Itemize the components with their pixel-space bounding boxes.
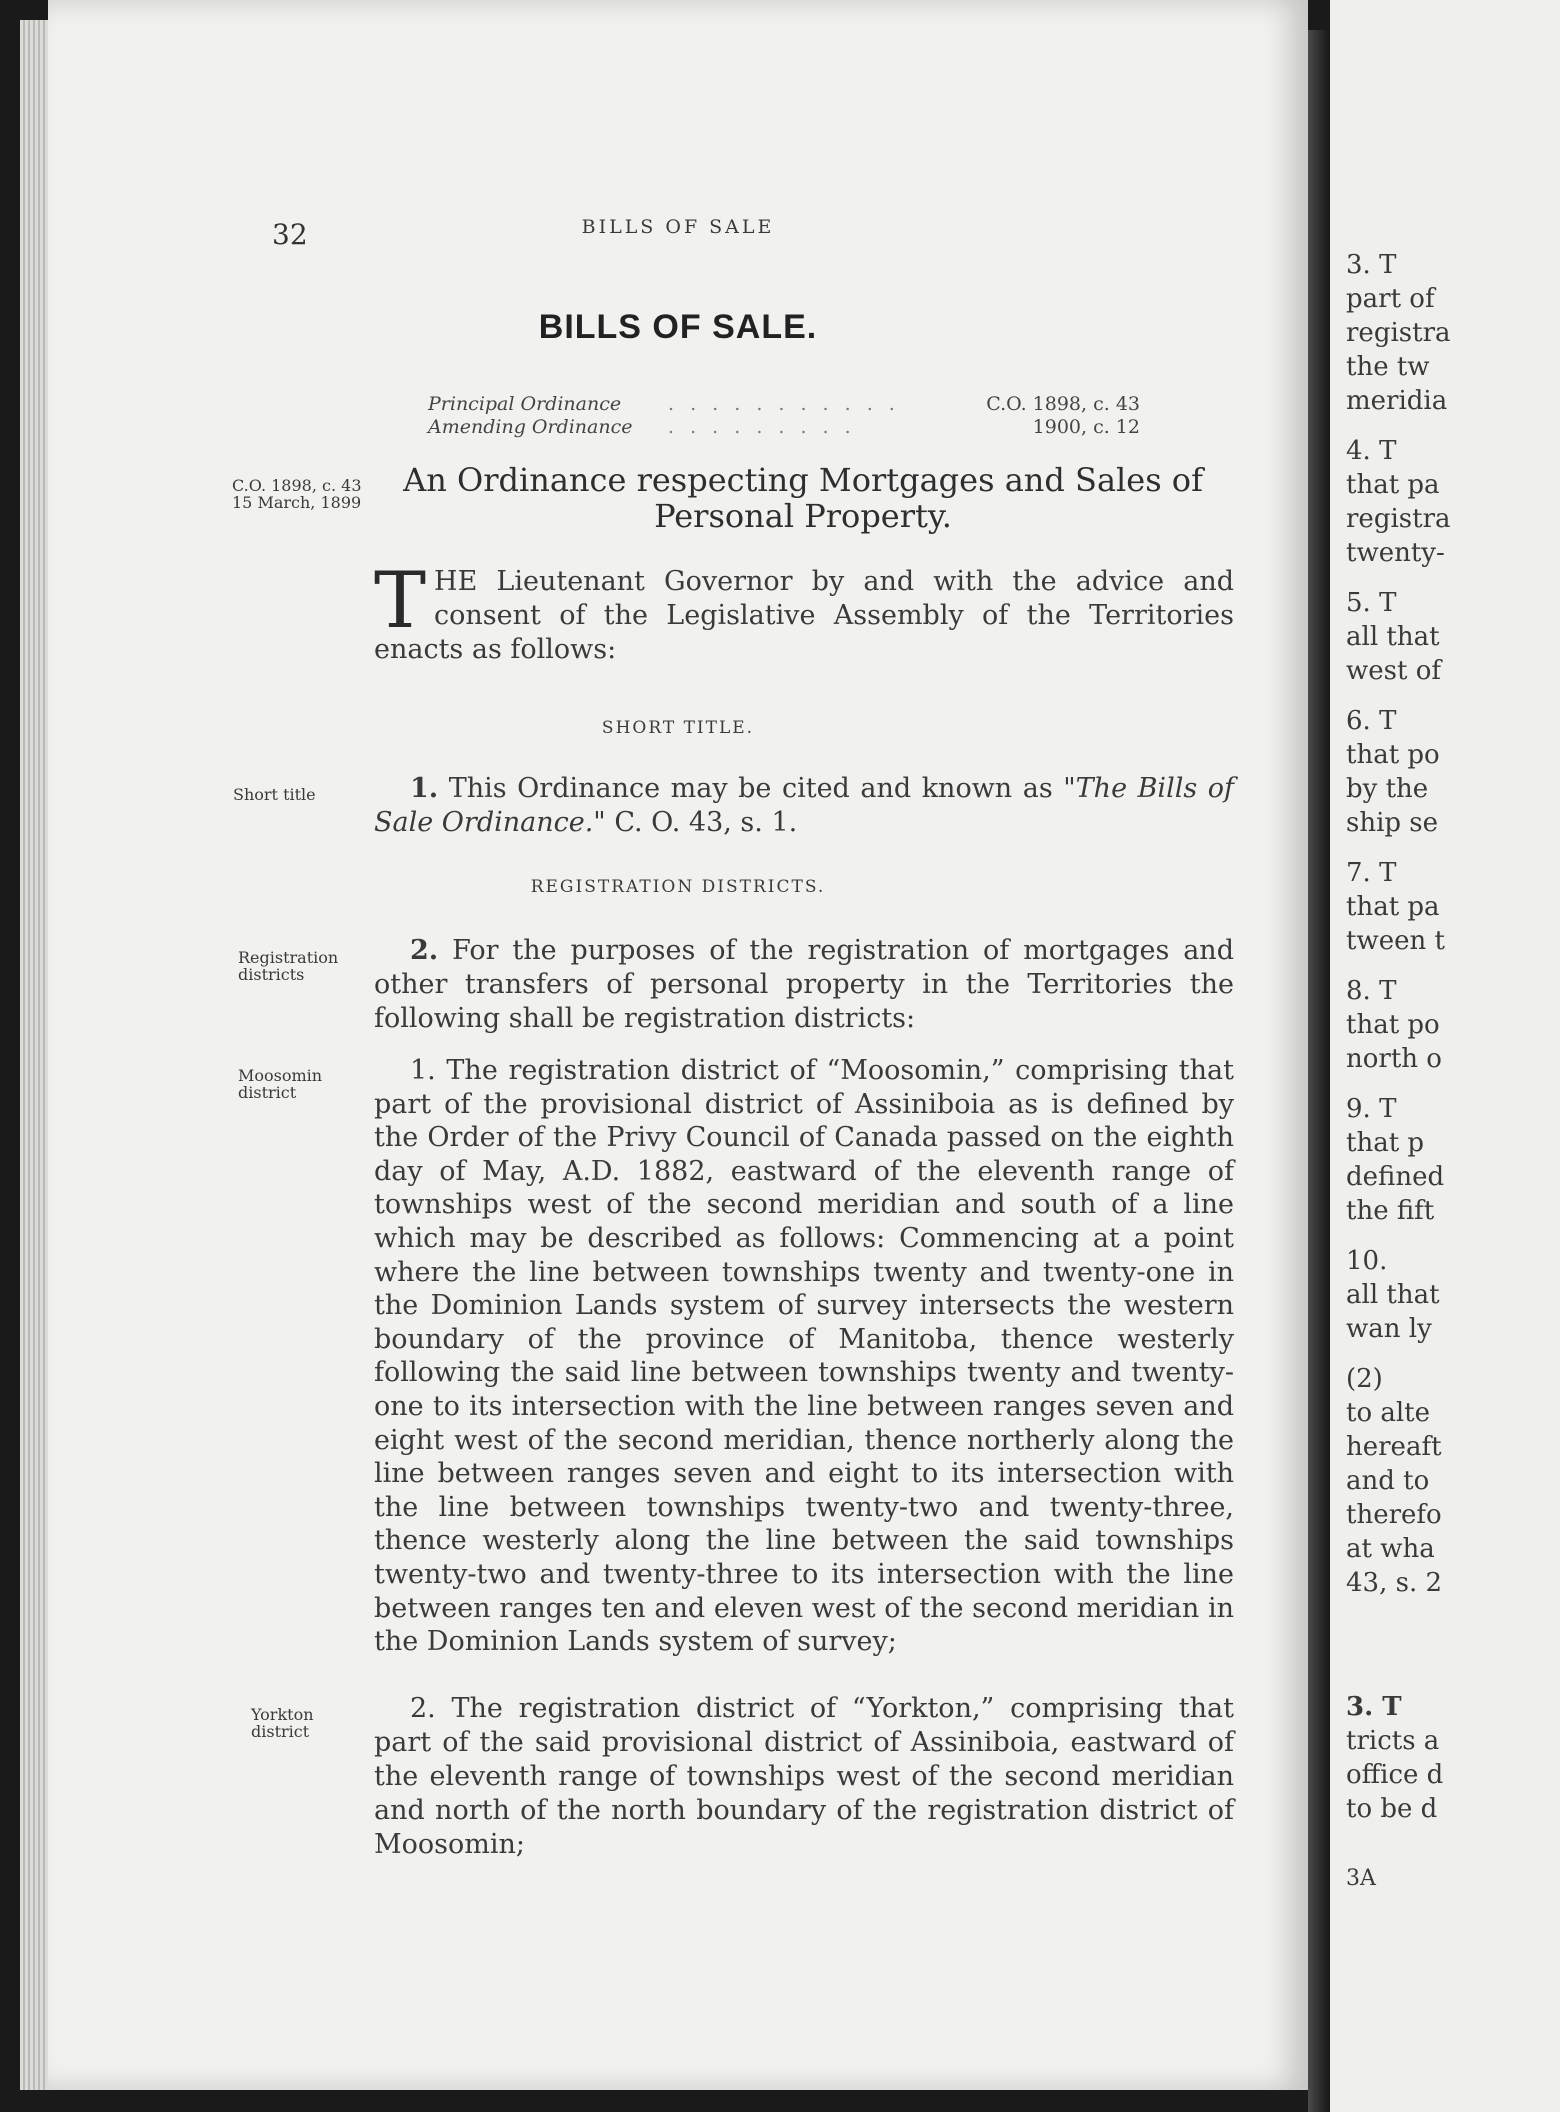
- right-line: west of: [1346, 656, 1441, 686]
- amending-ordinance-label: Amending Ordinance: [428, 416, 633, 438]
- right-line: wan ly: [1346, 1314, 1432, 1344]
- right-line: by the: [1346, 774, 1429, 804]
- margin-note-moosomin: Moosomin district: [238, 1066, 323, 1102]
- right-line: ship se: [1346, 808, 1439, 838]
- section-2: [374, 934, 1234, 1036]
- clause-moosomin: 1. The registration district of “Moosomin,” comprising that part of the provisional district of Assiniboia as is defined by the Order of the Privy Council of Canada passed on the eighth day of May, A.D. 1882, eastward of the eleventh range of townships west of the second meridian and south of a line which may be described as follows: Commencing at a point where the line between townships twenty and twenty-one in the Dominion Lands system of survey intersects the western boundary of the province of Manitoba, thence westerly following the said line between townships twenty and twenty-one to its intersection with the line between ranges seven and eight west of the second meridian, thence northerly along the line between ranges seven and eight to its intersection with the line between townships twenty-two and twenty-three, thence westerly along the line between the said townships twenty-two and twenty-three to its intersection with the line between ranges ten and eleven west of the second meridian in the Dominion Lands system of survey;: [374, 1055, 1234, 1658]
- margin-note-registration-districts: Registration districts: [238, 948, 339, 984]
- amending-ordinance-dots: . . . . . . . . .: [668, 416, 856, 438]
- running-head: BILLS OF SALE: [581, 216, 775, 238]
- right-line: all that: [1346, 1280, 1440, 1310]
- right-line: meridia: [1346, 386, 1448, 416]
- section-1-citation: C. O. 43, s. 1.: [605, 807, 798, 838]
- right-line: 8. T: [1346, 976, 1397, 1006]
- right-italic-line: (2): [1346, 1364, 1383, 1394]
- principal-ordinance-dots: . . . . . . . . . . .: [668, 393, 900, 415]
- right-line: part of: [1346, 284, 1435, 314]
- principal-ordinance-ref: C.O. 1898, c. 43: [986, 393, 1140, 415]
- right-line: tween t: [1346, 926, 1445, 956]
- right-italic-line: therefo: [1346, 1500, 1442, 1530]
- principal-ordinance-label: Principal Ordinance: [428, 393, 622, 415]
- right-line: registra: [1346, 318, 1451, 348]
- right-italic-line: at wha: [1346, 1534, 1435, 1564]
- right-line: twenty-: [1346, 538, 1445, 568]
- left-page: [48, 0, 1308, 2090]
- principal-ordinance-row: [428, 393, 1140, 415]
- preamble: [374, 556, 1234, 667]
- page-number: 32: [272, 218, 308, 251]
- section-1-number: 1.: [410, 773, 439, 804]
- right-line: 5. T: [1346, 588, 1397, 618]
- heading-registration-districts: REGISTRATION DISTRICTS.: [530, 877, 826, 897]
- right-line: that pa: [1346, 470, 1440, 500]
- amending-ordinance-ref: 1900, c. 12: [1032, 416, 1140, 438]
- right-line: the fift: [1346, 1196, 1435, 1226]
- section-2-number: 2.: [410, 935, 439, 966]
- right-line: that po: [1346, 1010, 1440, 1040]
- right-line: registra: [1346, 504, 1451, 534]
- ordinance-subtitle: An Ordinance respecting Mortgages and Sales of Personal Property.: [403, 461, 1203, 535]
- right-page: [1330, 0, 1560, 2112]
- right-line: north o: [1346, 1044, 1442, 1074]
- amending-ordinance-row: [428, 416, 1140, 438]
- right-line: 9. T: [1346, 1094, 1397, 1124]
- right-line: office d: [1346, 1760, 1444, 1790]
- right-line: tricts a: [1346, 1726, 1440, 1756]
- right-line: to be d: [1346, 1794, 1438, 1824]
- right-line: that po: [1346, 740, 1440, 770]
- preamble-text: HE Lieutenant Governor by and with the advice and consent of the Legislative Assembly of the Territories enacts as follows:: [374, 566, 1234, 665]
- right-line: all that: [1346, 622, 1440, 652]
- right-section-3: 3. T: [1346, 1692, 1402, 1722]
- heading-short-title: SHORT TITLE.: [601, 718, 755, 738]
- right-line: 4. T: [1346, 436, 1397, 466]
- right-line: 3. T: [1346, 250, 1397, 280]
- right-line: 7. T: [1346, 858, 1397, 888]
- right-line: 10.: [1346, 1246, 1388, 1276]
- right-italic-line: and to: [1346, 1466, 1430, 1496]
- section-1: [374, 772, 1234, 840]
- margin-note-ordinance-date: C.O. 1898, c. 43 15 March, 1899: [232, 476, 362, 512]
- book-gutter: [1308, 30, 1330, 2112]
- section-2-text: For the purposes of the registration of mortgages and other transfers of personal property in the Territories the following shall be registration districts:: [374, 935, 1234, 1034]
- drop-cap: T: [374, 556, 427, 646]
- margin-note-yorkton: Yorkton district: [251, 1705, 314, 1741]
- margin-note-short-title: Short title: [233, 785, 316, 804]
- right-italic-line: to alte: [1346, 1398, 1431, 1428]
- right-line: 43, s. 2: [1346, 1568, 1443, 1598]
- right-italic-line: hereaft: [1346, 1432, 1442, 1462]
- right-line: that p: [1346, 1128, 1425, 1158]
- clause-yorkton: 2. The registration district of “Yorkton,” comprising that part of the said provisional district of Assiniboia, eastward of the eleventh range of townships west of the second meridian and north of the north boundary of the registration district of Moosomin;: [374, 1693, 1234, 1860]
- section-1-short-title: "The Bills of Sale Ordinance.": [374, 773, 1234, 838]
- right-line: defined: [1346, 1162, 1445, 1192]
- right-line: 6. T: [1346, 706, 1397, 736]
- right-line: that pa: [1346, 892, 1440, 922]
- section-1-text: This Ordinance may be cited and known as: [448, 773, 1064, 804]
- page-title: BILLS OF SALE.: [538, 308, 818, 346]
- right-line: the tw: [1346, 352, 1430, 382]
- page-edges: [20, 20, 50, 2090]
- signature-mark: 3A: [1346, 1866, 1376, 1891]
